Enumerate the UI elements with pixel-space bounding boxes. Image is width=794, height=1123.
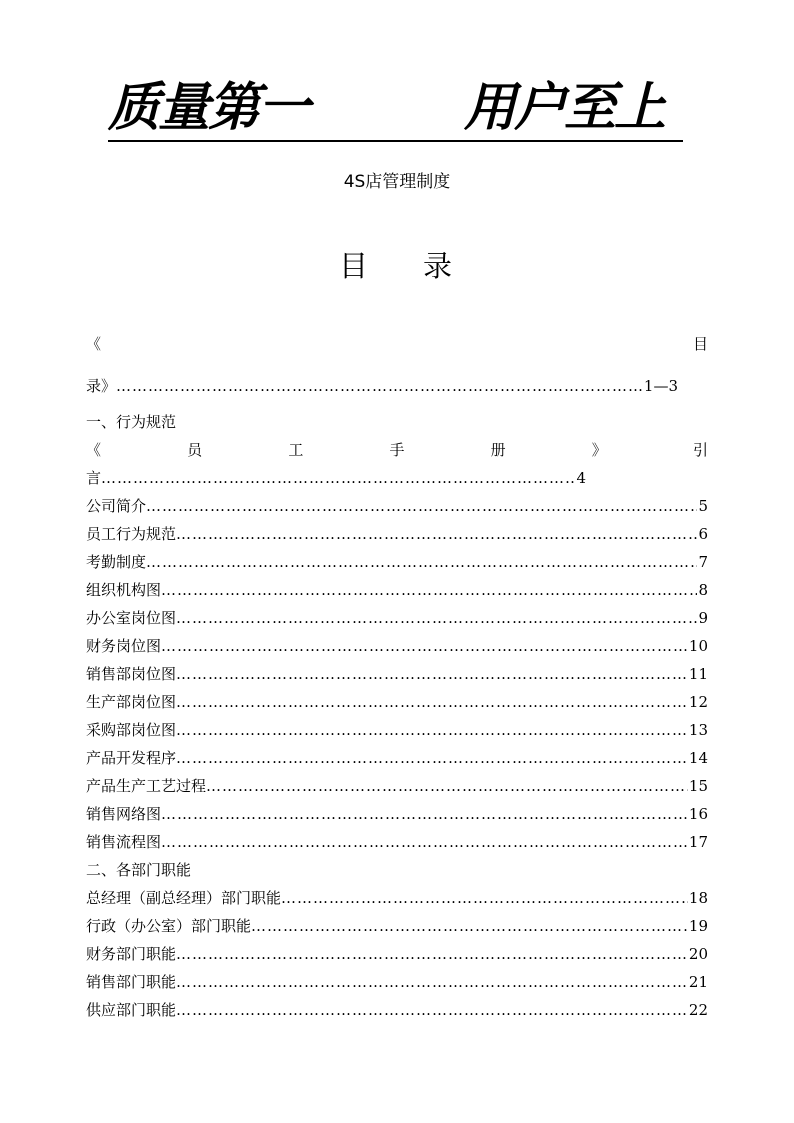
toc-entry[interactable] <box>86 632 708 660</box>
toc-leader-dots <box>206 772 688 800</box>
toc-entry-page: 20 <box>688 945 708 963</box>
toc-entry-page: 19 <box>688 917 708 935</box>
toc-entry-contents[interactable] <box>86 372 678 400</box>
toc-char: 《 <box>86 441 102 459</box>
toc-entry-page: 1—3 <box>643 377 678 395</box>
toc-char: 员 <box>187 441 203 459</box>
toc-entry-label: 销售部岗位图 <box>86 665 177 683</box>
toc-entry-label: 员工行为规范 <box>86 525 177 543</box>
toc-entry-page: 10 <box>688 637 708 655</box>
toc-char: 册 <box>490 441 506 459</box>
toc-entry-label: 言 <box>86 469 102 487</box>
toc-leader-dots <box>116 372 643 400</box>
toc-entry[interactable] <box>86 800 708 828</box>
toc-entry-page: 4 <box>576 469 586 487</box>
toc-entry[interactable] <box>86 968 708 996</box>
motto-customer-first: 用户至上 <box>464 78 665 138</box>
toc-char: 手 <box>389 441 405 459</box>
toc-leader-dots <box>161 576 697 604</box>
toc-entry-label: 销售部门职能 <box>86 973 177 991</box>
toc-entry[interactable] <box>86 912 708 940</box>
toc-entry[interactable] <box>86 576 708 604</box>
toc-entry[interactable] <box>86 660 708 688</box>
toc-entry[interactable] <box>86 520 708 548</box>
toc-entry[interactable] <box>86 884 708 912</box>
toc-entry-label: 财务岗位图 <box>86 637 162 655</box>
toc-leader-dots <box>176 716 688 744</box>
toc-intro-line <box>86 330 708 358</box>
toc-leader-dots <box>176 660 688 688</box>
toc-entry[interactable] <box>86 688 708 716</box>
toc-entry[interactable] <box>86 548 708 576</box>
toc-entry-page: 5 <box>698 497 708 515</box>
toc-entry[interactable] <box>86 716 708 744</box>
toc-entry[interactable] <box>86 492 708 520</box>
toc-leader-dots <box>161 632 688 660</box>
toc-leader-dots <box>176 940 688 968</box>
toc-entry-label: 生产部岗位图 <box>86 693 177 711</box>
toc-entry-label: 录》 <box>86 377 117 395</box>
toc-section-1-title: 一、行为规范 <box>86 413 177 431</box>
toc-leader-dots <box>251 912 688 940</box>
motto-quality-first: 质量第一 <box>108 78 309 138</box>
toc-entry[interactable] <box>86 828 708 856</box>
toc-leader-dots <box>176 968 688 996</box>
toc-entry-page: 17 <box>688 833 708 851</box>
toc-leader-dots <box>161 828 688 856</box>
toc-entry-page: 22 <box>688 1001 708 1019</box>
toc-entry-page: 16 <box>688 805 708 823</box>
toc-entry-page: 12 <box>688 693 708 711</box>
toc-entry-page: 18 <box>688 889 708 907</box>
toc-leader-dots <box>146 492 697 520</box>
toc-leader-dots <box>176 520 697 548</box>
toc-entry-label: 财务部门职能 <box>86 945 177 963</box>
toc-entry[interactable] <box>86 940 708 968</box>
toc-entry-page: 15 <box>688 777 708 795</box>
toc-entry-page: 8 <box>698 581 708 599</box>
toc-leader-dots <box>161 800 688 828</box>
toc-leader-dots <box>101 464 575 492</box>
toc-char: 引 <box>692 441 708 459</box>
toc-entry-label: 销售流程图 <box>86 833 162 851</box>
toc-entry[interactable] <box>86 744 708 772</box>
toc-leader-dots <box>176 996 688 1024</box>
toc-char: 》 <box>591 441 607 459</box>
toc-entry-page: 13 <box>688 721 708 739</box>
header-motto <box>108 76 683 142</box>
toc-entry-page: 14 <box>688 749 708 767</box>
toc-entry[interactable] <box>86 772 708 800</box>
toc-leader-dots <box>176 604 697 632</box>
toc-handbook-line <box>86 436 708 464</box>
toc-entry-label: 供应部门职能 <box>86 1001 177 1019</box>
toc-entry-label: 行政（办公室）部门职能 <box>86 917 252 935</box>
toc-entry-label: 组织机构图 <box>86 581 162 599</box>
toc-leader-dots <box>281 884 688 912</box>
toc-entry-label: 产品生产工艺过程 <box>86 777 207 795</box>
toc-entry[interactable] <box>86 996 708 1024</box>
toc-entry-label: 办公室岗位图 <box>86 609 177 627</box>
document-title: 4S店管理制度 <box>343 172 451 192</box>
toc-heading-char-2: 录 <box>423 249 453 283</box>
toc-entry-handbook-intro[interactable] <box>86 464 586 492</box>
toc-entry-page: 6 <box>698 525 708 543</box>
toc-entry[interactable] <box>86 604 708 632</box>
toc-entry-label: 公司简介 <box>86 497 147 515</box>
toc-char: 目 <box>692 335 708 353</box>
toc-heading-char-1: 目 <box>339 249 369 283</box>
toc-entry-label: 产品开发程序 <box>86 749 177 767</box>
toc-entry-page: 11 <box>688 665 708 683</box>
toc-entry-label: 销售网络图 <box>86 805 162 823</box>
toc-leader-dots <box>146 548 697 576</box>
toc-char: 《 <box>86 335 102 353</box>
toc-leader-dots <box>176 744 688 772</box>
toc-entry-page: 21 <box>688 973 708 991</box>
toc-entry-label: 总经理（副总经理）部门职能 <box>86 889 282 907</box>
toc-leader-dots <box>176 688 688 716</box>
toc-entry-page: 9 <box>698 609 708 627</box>
toc-entry-page: 7 <box>698 553 708 571</box>
toc-entry-label: 采购部岗位图 <box>86 721 177 739</box>
toc-entry-label: 考勤制度 <box>86 553 147 571</box>
toc-section-2-title: 二、各部门职能 <box>86 861 192 879</box>
toc-char: 工 <box>288 441 304 459</box>
